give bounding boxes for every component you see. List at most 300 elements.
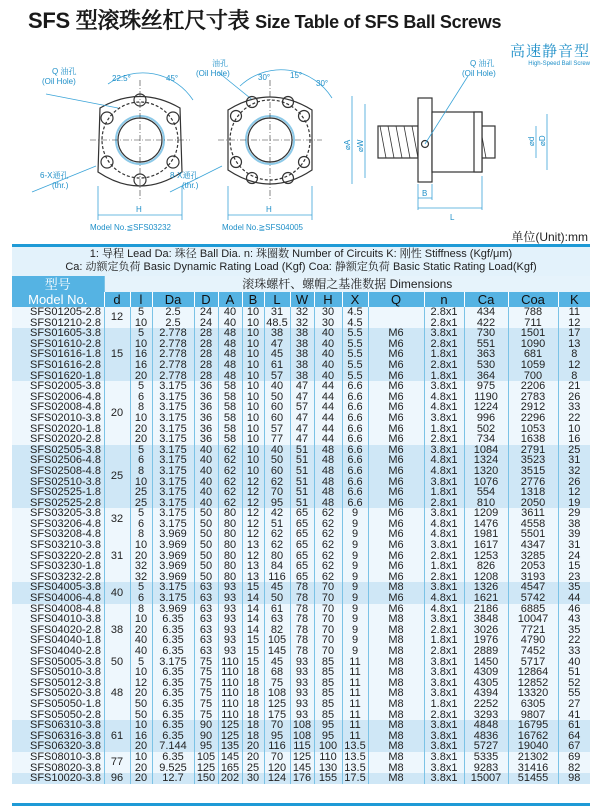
cell-da: 6.35 [152,731,194,742]
cell-k: 31 [558,540,590,551]
shaft-diameter: 25 [104,445,130,509]
cell-x: 9 [342,635,368,646]
cell-q: M6 [368,498,424,509]
cell-b: 13 [242,540,264,551]
cell-b: 18 [242,720,264,731]
cell-q: M8 [368,646,424,657]
cell-n: 2.8x1 [424,498,464,509]
model-number: SFS01605-3.8 [12,328,104,339]
cell-x: 5.5 [342,360,368,371]
cell-x: 9 [342,614,368,625]
cell-q: M6 [368,339,424,350]
cell-da: 2.778 [152,328,194,339]
cell-n: 4.8x1 [424,593,464,604]
cell-l: 6 [130,392,152,403]
cell-l: 10 [130,318,152,329]
cell-b: 10 [242,434,264,445]
cell-coa: 3523 [508,455,558,466]
cell-k: 51 [558,667,590,678]
cell-ca: 5727 [464,741,508,752]
svg-text:45°: 45° [166,74,179,83]
cell-l: 50 [264,392,290,403]
cell-h: 40 [314,371,342,382]
cell-l: 6 [130,593,152,604]
cell-b: 12 [242,529,264,540]
cell-x: 9 [342,508,368,519]
model-number: SFS05050-2.8 [12,710,104,721]
cell-k: 15 [558,561,590,572]
cell-h: 85 [314,699,342,710]
cell-w: 47 [290,413,314,424]
cell-a: 110 [218,699,242,710]
cell-k: 19 [558,498,590,509]
cell-l: 20 [130,763,152,774]
cell-a: 62 [218,477,242,488]
svg-text:8-X通孔: 8-X通孔 [170,171,199,180]
cell-q: M6 [368,477,424,488]
cell-h: 44 [314,392,342,403]
cell-ca: 1617 [464,540,508,551]
cell-d: 95 [194,741,218,752]
cell-coa: 700 [508,371,558,382]
cell-ca: 4309 [464,667,508,678]
column-header-l: l [130,292,152,307]
cell-b: 14 [242,593,264,604]
cell-x: 4.5 [342,307,368,318]
svg-text:15°: 15° [290,71,303,80]
cell-l: 20 [130,424,152,435]
cell-coa: 3193 [508,572,558,583]
column-header-w: W [290,292,314,307]
cell-d: 24 [194,318,218,329]
cell-a: 125 [218,731,242,742]
cell-d: 28 [194,328,218,339]
cell-b: 14 [242,614,264,625]
cell-da: 3.969 [152,540,194,551]
cell-d: 40 [194,498,218,509]
cell-k: 39 [558,529,590,540]
cell-coa: 7721 [508,625,558,636]
cell-k: 13 [558,339,590,350]
cell-w: 38 [290,349,314,360]
cell-x: 9 [342,551,368,562]
cell-l: 63 [264,614,290,625]
cell-ca: 5335 [464,752,508,763]
svg-text:Q 油孔: Q 油孔 [470,59,495,68]
cell-h: 62 [314,540,342,551]
cell-k: 22 [558,413,590,424]
svg-text:H: H [266,205,272,214]
cell-a: 93 [218,614,242,625]
cell-a: 110 [218,688,242,699]
shaft-diameter: 61 [104,720,130,752]
cell-x: 6.6 [342,487,368,498]
cell-n: 3.8x1 [424,720,464,731]
cell-coa: 1053 [508,424,558,435]
shaft-diameter: 15 [104,328,130,381]
cell-l: 105 [264,635,290,646]
cell-a: 80 [218,508,242,519]
cell-d: 63 [194,625,218,636]
cell-w: 47 [290,392,314,403]
shaft-diameter: 31 [104,529,130,582]
table-row [12,360,590,371]
model-number: SFS04006-4.8 [12,593,104,604]
model-number: SFS04005-3.8 [12,582,104,593]
cell-ca: 1324 [464,455,508,466]
model-number: SFS02505-3.8 [12,445,104,456]
model-number: SFS04010-3.8 [12,614,104,625]
cell-ca: 1084 [464,445,508,456]
cell-h: 70 [314,604,342,615]
model-number: SFS05012-3.8 [12,678,104,689]
cell-w: 93 [290,657,314,668]
cell-w: 65 [290,561,314,572]
cell-a: 80 [218,529,242,540]
cell-q: M6 [368,360,424,371]
svg-text:⌀d: ⌀d [527,136,536,146]
cell-l: 116 [264,572,290,583]
cell-a: 110 [218,678,242,689]
cell-q: M6 [368,561,424,572]
shaft-diameter: 96 [104,773,130,784]
cell-k: 41 [558,710,590,721]
cell-h: 48 [314,498,342,509]
cell-da: 3.969 [152,529,194,540]
svg-text:⌀A: ⌀A [343,139,352,150]
cell-h: 48 [314,477,342,488]
cell-l: 20 [130,434,152,445]
cell-ca: 4394 [464,688,508,699]
cell-n: 3.8x1 [424,508,464,519]
cell-a: 80 [218,572,242,583]
cell-l: 8 [130,529,152,540]
cell-a: 80 [218,540,242,551]
svg-text:⌀W: ⌀W [356,139,365,152]
cell-da: 3.969 [152,604,194,615]
cell-d: 75 [194,699,218,710]
cell-q: M6 [368,551,424,562]
model-number: SFS06310-3.8 [12,720,104,731]
table-row [12,307,590,318]
cell-d: 36 [194,381,218,392]
cell-w: 47 [290,381,314,392]
cell-da: 3.175 [152,402,194,413]
cell-w: 47 [290,424,314,435]
svg-text:Model No.≦SFS03232: Model No.≦SFS03232 [90,223,171,232]
cell-w: 65 [290,519,314,530]
cell-d: 36 [194,424,218,435]
cell-l: 5 [130,582,152,593]
cell-w: 51 [290,466,314,477]
cell-w: 108 [290,720,314,731]
subtitle-en: High-Speed Ball Screw [528,61,590,67]
cell-x: 13.5 [342,763,368,774]
cell-k: 10 [558,424,590,435]
cell-q: M8 [368,720,424,731]
shaft-diameter: 20 [104,381,130,445]
cell-x: 5.5 [342,371,368,382]
cell-q: M8 [368,614,424,625]
cell-x: 11 [342,667,368,678]
cell-q: M8 [368,688,424,699]
cell-coa: 3515 [508,466,558,477]
cell-ca: 1450 [464,657,508,668]
cell-q: M6 [368,392,424,403]
model-number: SFS03220-2.8 [12,551,104,562]
cell-coa: 681 [508,349,558,360]
cell-ca: 15007 [464,773,508,784]
cell-h: 48 [314,487,342,498]
cell-d: 40 [194,487,218,498]
model-number: SFS06316-3.8 [12,731,104,742]
cell-ca: 826 [464,561,508,572]
cell-ca: 3026 [464,625,508,636]
cell-d: 36 [194,413,218,424]
cell-da: 3.175 [152,657,194,668]
cell-da: 6.35 [152,667,194,678]
cell-a: 165 [218,763,242,774]
cell-l: 6 [130,519,152,530]
subtitle-cn: 高速静音型 [509,43,590,60]
cell-q: M6 [368,434,424,445]
cell-w: 93 [290,710,314,721]
cell-da: 6.35 [152,710,194,721]
model-number: SFS01205-2.8 [12,307,104,318]
cell-n: 3.8x1 [424,763,464,774]
cell-k: 12 [558,487,590,498]
model-number: SFS01610-2.8 [12,339,104,350]
cell-n: 3.8x1 [424,445,464,456]
cell-x: 11 [342,688,368,699]
cell-n: 1.8x1 [424,349,464,360]
column-header-q: Q [368,292,424,307]
cell-coa: 31416 [508,763,558,774]
cell-w: 78 [290,625,314,636]
cell-ca: 3293 [464,710,508,721]
cell-l: 45 [264,582,290,593]
cell-w: 78 [290,593,314,604]
model-number: SFS02506-4.8 [12,455,104,466]
cell-l: 16 [130,360,152,371]
cell-l: 82 [264,625,290,636]
cell-x: 5.5 [342,339,368,350]
cell-coa: 3285 [508,551,558,562]
cell-l: 42 [264,508,290,519]
cell-x: 6.6 [342,445,368,456]
cell-ca: 4848 [464,720,508,731]
cell-h: 85 [314,657,342,668]
cell-h: 95 [314,731,342,742]
cell-n: 2.8x1 [424,551,464,562]
cell-d: 28 [194,349,218,360]
cell-a: 48 [218,339,242,350]
cell-l: 40 [130,646,152,657]
cell-da: 6.35 [152,752,194,763]
cell-w: 125 [290,752,314,763]
size-table [12,276,590,784]
cell-ca: 2252 [464,699,508,710]
svg-text:6-X通孔: 6-X通孔 [40,171,69,180]
cell-k: 64 [558,731,590,742]
cell-q: M6 [368,455,424,466]
cell-coa: 5717 [508,657,558,668]
cell-ca: 4305 [464,678,508,689]
cell-h: 130 [314,763,342,774]
cell-a: 145 [218,752,242,763]
cell-a: 58 [218,434,242,445]
model-number: SFS03208-4.8 [12,529,104,540]
cell-w: 65 [290,551,314,562]
cell-n: 4.8x1 [424,392,464,403]
cell-l: 48.5 [264,318,290,329]
legend-line-2: Ca: 动额定负荷 Basic Dynamic Rating Load (Kgf) Coa: 静额定负荷 Basic Static Rating Load(Kgf) [65,261,537,273]
cell-l: 60 [264,413,290,424]
cell-l: 25 [130,498,152,509]
column-header-b: B [242,292,264,307]
cell-k: 55 [558,688,590,699]
cell-h: 85 [314,667,342,678]
table-row [12,646,590,657]
cell-d: 50 [194,561,218,572]
cell-b: 10 [242,307,264,318]
cell-h: 85 [314,678,342,689]
cell-coa: 12852 [508,678,558,689]
cell-coa: 6885 [508,604,558,615]
cell-h: 85 [314,710,342,721]
cell-a: 58 [218,413,242,424]
cell-n: 2.8x1 [424,625,464,636]
cell-w: 32 [290,307,314,318]
cell-k: 98 [558,773,590,784]
cell-b: 13 [242,572,264,583]
cell-l: 51 [264,519,290,530]
cell-l: 62 [264,529,290,540]
cell-n: 4.8x1 [424,455,464,466]
ball-screw-side-view [378,98,495,182]
cell-q: M8 [368,773,424,784]
cell-l: 120 [264,763,290,774]
cell-coa: 1059 [508,360,558,371]
cell-q: M6 [368,487,424,498]
cell-da: 3.175 [152,466,194,477]
cell-ca: 730 [464,328,508,339]
cell-coa: 9807 [508,710,558,721]
cell-a: 62 [218,455,242,466]
cell-l: 10 [130,413,152,424]
cell-da: 3.175 [152,381,194,392]
cell-da: 3.969 [152,572,194,583]
cell-k: 27 [558,699,590,710]
cell-l: 68 [264,667,290,678]
cell-w: 78 [290,604,314,615]
cell-ca: 422 [464,318,508,329]
cell-l: 57 [264,371,290,382]
cell-ca: 554 [464,487,508,498]
cell-w: 51 [290,498,314,509]
cell-l: 175 [264,710,290,721]
cell-h: 48 [314,445,342,456]
cell-k: 69 [558,752,590,763]
cell-n: 3.8x1 [424,582,464,593]
cell-ca: 2186 [464,604,508,615]
cell-k: 35 [558,582,590,593]
cell-q: M6 [368,508,424,519]
cell-l: 10 [130,720,152,731]
cell-x: 9 [342,561,368,572]
cell-d: 36 [194,402,218,413]
shaft-diameter: 40 [104,582,130,603]
cell-d: 75 [194,710,218,721]
cell-w: 38 [290,328,314,339]
cell-l: 16 [130,349,152,360]
cell-h: 44 [314,424,342,435]
cell-k: 52 [558,678,590,689]
cell-k: 23 [558,572,590,583]
cell-l: 20 [130,773,152,784]
column-header-d: d [104,292,130,307]
cell-coa: 13320 [508,688,558,699]
cell-w: 51 [290,487,314,498]
cell-l: 70 [264,752,290,763]
model-number: SFS04008-4.8 [12,604,104,615]
cell-coa: 1501 [508,328,558,339]
cell-b: 15 [242,657,264,668]
cell-q: M8 [368,678,424,689]
cell-h: 30 [314,307,342,318]
cell-n: 2.8x1 [424,339,464,350]
cell-l: 20 [130,371,152,382]
cell-w: 32 [290,318,314,329]
cell-l: 20 [130,688,152,699]
cell-n: 3.8x1 [424,667,464,678]
cell-x: 13.5 [342,741,368,752]
model-number: SFS02510-3.8 [12,477,104,488]
cell-d: 75 [194,688,218,699]
cell-b: 12 [242,498,264,509]
cell-a: 58 [218,392,242,403]
cell-w: 38 [290,371,314,382]
cell-q: M8 [368,635,424,646]
cell-k: 16 [558,434,590,445]
cell-coa: 4790 [508,635,558,646]
cell-da: 3.175 [152,593,194,604]
cell-a: 93 [218,646,242,657]
svg-text:(Oil Hole): (Oil Hole) [462,69,496,78]
cell-h: 85 [314,688,342,699]
cell-d: 40 [194,477,218,488]
cell-ca: 4836 [464,731,508,742]
cell-w: 115 [290,741,314,752]
cell-x: 6.6 [342,455,368,466]
title-en: Size Table of SFS Ball Screws [255,12,502,32]
cell-da: 3.175 [152,413,194,424]
cell-coa: 2053 [508,561,558,572]
model-number: SFS02020-1.8 [12,424,104,435]
shaft-diameter: 12 [104,307,130,328]
cell-da: 6.35 [152,720,194,731]
cell-d: 36 [194,434,218,445]
header-model: 型号 Model No. [12,276,104,307]
cell-q: M6 [368,402,424,413]
cell-l: 10 [130,752,152,763]
cell-h: 30 [314,318,342,329]
cell-a: 80 [218,551,242,562]
model-number: SFS05020-3.8 [12,688,104,699]
model-number: SFS04040-2.8 [12,646,104,657]
cell-ca: 1326 [464,582,508,593]
cell-k: 12 [558,360,590,371]
